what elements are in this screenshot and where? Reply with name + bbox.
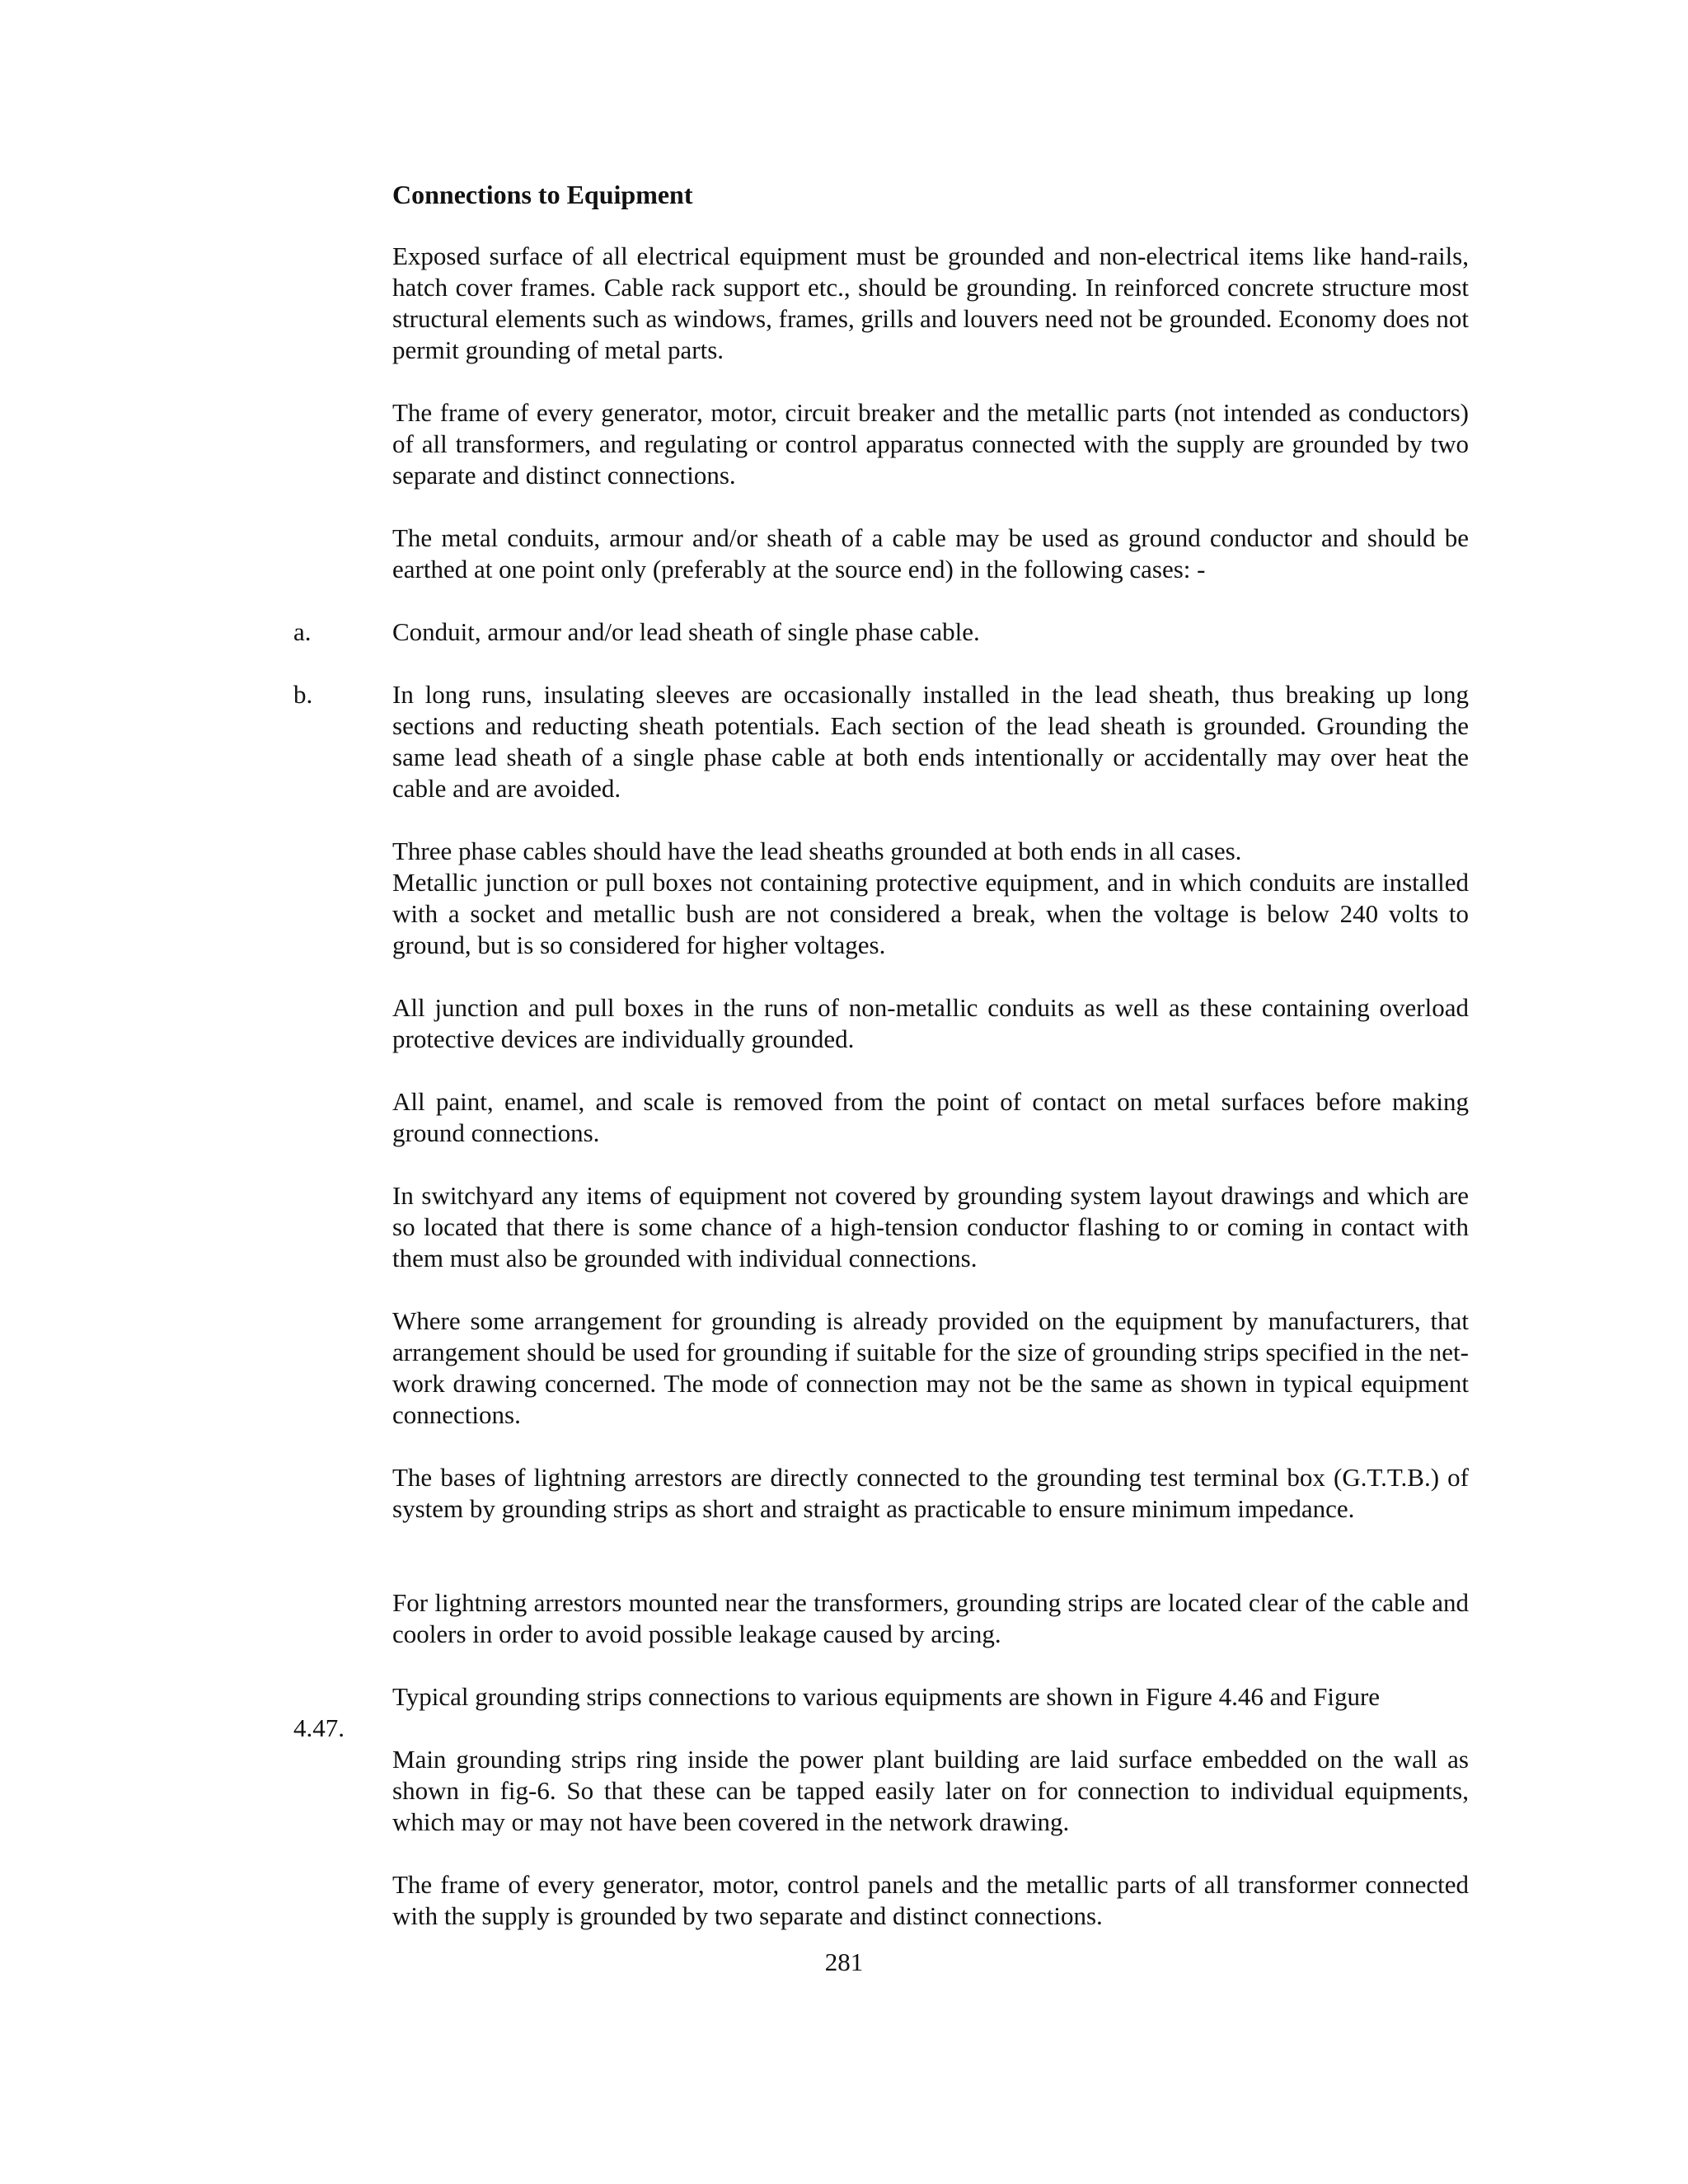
- paragraph-main-grounding-ring: Main grounding strips ring inside the power plant building are laid surface embedded on the wall as shown in fig-6. So that these can be tapped easily later on for connection to individual equipments, which may or may not have been covered in the network drawing.: [392, 1745, 1469, 1836]
- section-heading: Connections to Equipment: [392, 180, 693, 209]
- list-marker-a: a.: [293, 617, 312, 646]
- list-item-b: In long runs, insulating sleeves are occasionally installed in the lead sheath, thus breaking up long sections and reducting sheath potentials. Each section of the lead sheath is grounded. Grounding the same lead sheath of a single phase cable at both ends intentionally or accidentally may over heat the cable and are avoided.: [392, 680, 1469, 803]
- figure-ref-continuation: 4.47.: [293, 1713, 345, 1742]
- paragraph-lightning-arrestor-transformers: For lightning arrestors mounted near the transformers, grounding strips are located clear of the cable and coolers in order to avoid possible leakage caused by arcing.: [392, 1588, 1469, 1648]
- paragraph-typical-connections: Typical grounding strips connections to various equipments are shown in Figure 4.46 and Figure: [392, 1682, 1381, 1711]
- paragraph-frame-control-panels: The frame of every generator, motor, control panels and the metallic parts of all transformer connected with the supply is grounded by two separate and distinct connections.: [392, 1870, 1469, 1930]
- list-marker-b: b.: [293, 680, 313, 709]
- paragraph-metal-conduits: The metal conduits, armour and/or sheath of a cable may be used as ground conductor and should be earthed at one point only (preferably at the source end) in the following cases: -: [392, 523, 1469, 583]
- paragraph-three-phase: Three phase cables should have the lead sheaths grounded at both ends in all cases.: [392, 837, 1242, 865]
- page-number: 281: [824, 1947, 864, 1976]
- list-item-a: Conduit, armour and/or lead sheath of single phase cable.: [392, 617, 980, 646]
- paragraph-manufacturer-arrangement: Where some arrangement for grounding is already provided on the equipment by manufacturers, that arrangement should be used for grounding if suitable for the size of grounding strips specified in the net-work drawing concerned. The mode of connection may not be the same as shown in typical equipment connections.: [392, 1306, 1469, 1429]
- paragraph-lightning-arrestor-bases: The bases of lightning arrestors are directly connected to the grounding test terminal box (G.T.T.B.) of system by grounding strips as short and straight as practicable to ensure minimum impedance.: [392, 1463, 1469, 1523]
- paragraph-metallic-junction: Metallic junction or pull boxes not containing protective equipment, and in which conduits are installed with a socket and metallic bush are not considered a break, when the voltage is below 240 volts to ground, but is so considered for higher voltages.: [392, 868, 1469, 959]
- paragraph-paint-enamel: All paint, enamel, and scale is removed from the point of contact on metal surfaces before making ground connections.: [392, 1087, 1469, 1147]
- paragraph-junction-pull-boxes: All junction and pull boxes in the runs of non-metallic conduits as well as these containing overload protective devices are individually grounded.: [392, 993, 1469, 1053]
- paragraph-frame-generator: The frame of every generator, motor, circuit breaker and the metallic parts (not intended as conductors) of all transformers, and regulating or control apparatus connected with the supply are grounded by two separate and distinct connections.: [392, 398, 1469, 490]
- paragraph-switchyard: In switchyard any items of equipment not covered by grounding system layout drawings and which are so located that there is some chance of a high-tension conductor flashing to or coming in contact with them must also be grounded with individual connections.: [392, 1181, 1469, 1272]
- paragraph-exposed-surface: Exposed surface of all electrical equipment must be grounded and non-electrical items like hand-rails, hatch cover frames. Cable rack support etc., should be grounding. In reinforced concrete structure most structural elements such as windows, frames, grills and louvers need not be grounded. Economy does not permit grounding of metal parts.: [392, 241, 1469, 364]
